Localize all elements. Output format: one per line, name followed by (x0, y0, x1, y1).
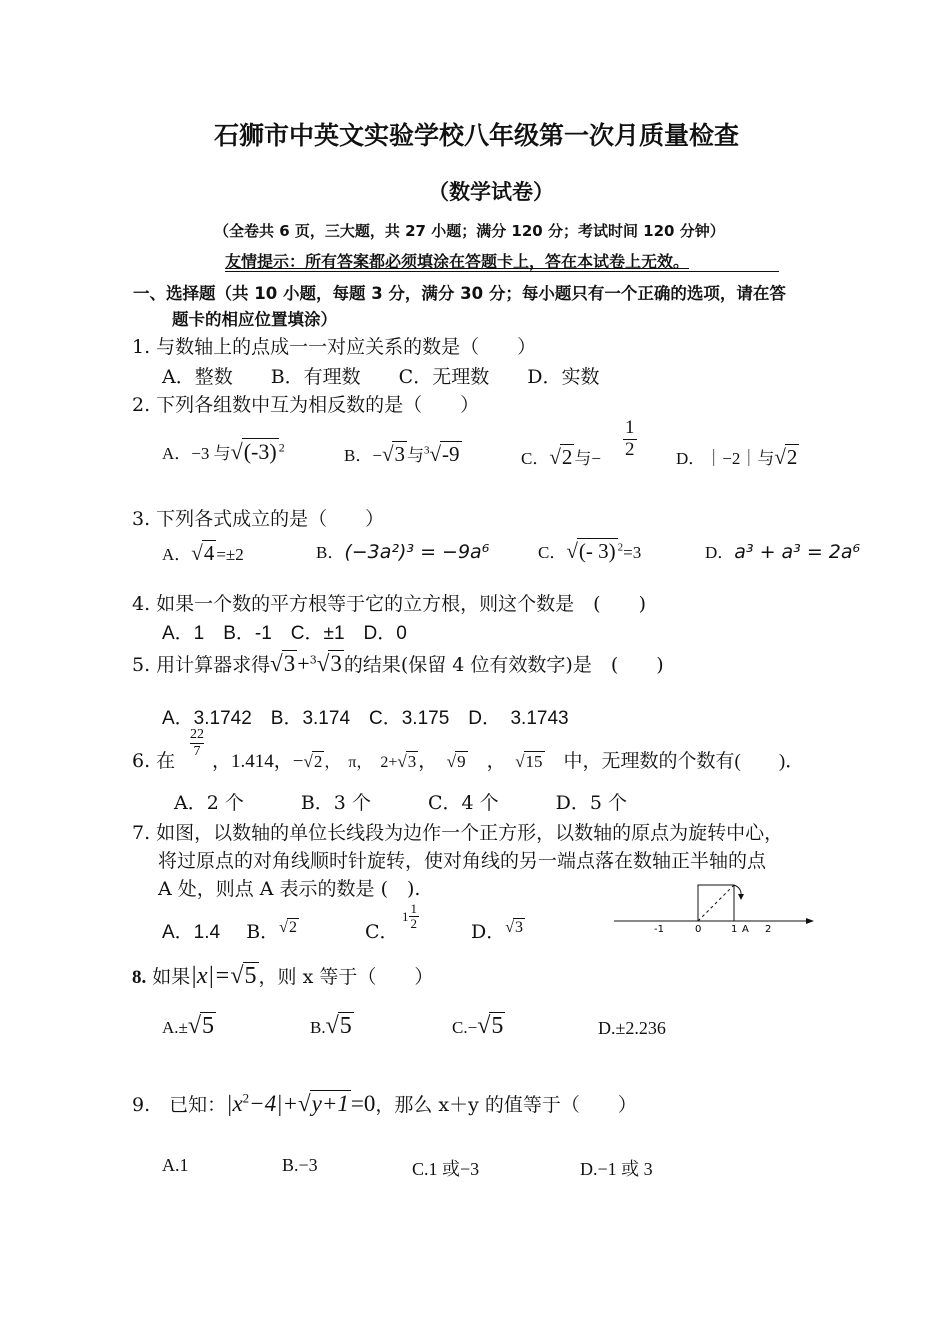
q9-pre: 9. 已知： (132, 1094, 227, 1116)
sqrt-icon: √3 (505, 919, 524, 936)
q8-pre: 8. (132, 967, 147, 988)
question-2-stem: 2. 下列各组数中互为相反数的是（ ） (132, 394, 480, 416)
question-9-option-c: C.1 或−3 (412, 1159, 480, 1179)
question-1-stem: 1. 与数轴上的点成一一对应关系的数是（ ） (132, 336, 537, 358)
q6-fraction-den: 7 (193, 744, 201, 760)
sqrt-icon: √5 (230, 963, 257, 989)
sqrt-icon: √9 (446, 752, 466, 771)
question-8-option-d (598, 1018, 666, 1040)
sqrt-icon: √3 (397, 752, 417, 771)
q6-list3: ， (418, 751, 428, 772)
q7-c-mixed-number (402, 902, 419, 932)
q3-d-label: D． (705, 543, 735, 562)
question-9-option-a: A.1 (162, 1155, 189, 1175)
question-5-stem: 5. 用计算器求得√3+$^3$√3 的结果(保留 4 位有效数字)是 ( ) (132, 651, 664, 676)
q6-post: 中，无理数的个数有( )． (563, 751, 805, 772)
q8-a: A.± (162, 1018, 188, 1037)
page-title: 石狮市中英文实验学校八年级第一次月质量检查 (214, 121, 740, 150)
q3-a-tail: =±2 (216, 545, 244, 564)
q6-list2: ， π， 2+ (324, 754, 398, 771)
rotation-arrow-icon (738, 894, 744, 900)
q2-b-label: B．− (344, 446, 382, 465)
question-3-option-a (162, 540, 244, 566)
q6-pre: 6. 在 (132, 750, 176, 772)
question-7-option-d (471, 917, 525, 944)
cube-root-icon: √3 (316, 651, 342, 676)
sqrt-icon: √y+1 (298, 1091, 349, 1116)
q6-fraction-num: 22 (190, 727, 204, 744)
question-9-option-b: B.−3 (282, 1155, 318, 1175)
q3-b-label: B． (316, 543, 345, 562)
q3-d-expr: a³ + a³ = 2a⁶ (734, 541, 861, 563)
q8-post: ，则 x 等于（ ） (258, 966, 434, 988)
sqrt-icon: √2 (549, 445, 573, 469)
question-8-stem: 8. 如果|x|=√5 ，则 x 等于（ ） (132, 963, 434, 989)
question-3-option-c: C．√(- 3) $^2$=3 (538, 539, 642, 563)
square-diagonal (698, 885, 734, 921)
q2-a-radicand: (-3) (243, 439, 277, 464)
q3-b-expr: (−3a²)³ = −9a⁶ (344, 541, 490, 563)
question-6-list (212, 746, 804, 773)
question-2-option-c (521, 444, 601, 470)
axis-arrow-icon (806, 918, 814, 924)
q2-a-label: A．−3 与 (162, 444, 231, 463)
q2-c-label: C． (521, 449, 550, 468)
q3-c-tail: =3 (623, 543, 642, 562)
q5-stem-post: 的结果(保留 4 位有效数字)是 ( ) (343, 654, 664, 676)
q2-c-fraction: 1 2 (625, 417, 635, 460)
q6-fraction (190, 727, 204, 760)
question-4-stem: 4. 如果一个数的平方根等于它的立方根，则这个数是 ( ) (132, 593, 646, 615)
axis-label-0: 0 (695, 924, 702, 935)
question-2-option-b: B．−√3 与$^3$√-9 (344, 442, 460, 466)
sqrt-icon: √(-3) (230, 439, 277, 464)
question-8-option-c (452, 1012, 505, 1040)
q2-b-radicand: -9 (442, 442, 460, 466)
q2-b-mid: 与 (406, 446, 424, 465)
q8-stem: 如果 (152, 966, 191, 988)
sqrt-icon: √2 (774, 445, 798, 469)
sqrt-icon: √2 (279, 919, 297, 936)
q9-post: ，那么 x＋y 的值等于（ ） (375, 1094, 637, 1116)
q3-a-label: A． (162, 545, 192, 564)
sqrt-icon: √5 (477, 1013, 504, 1039)
axis-label-a: A (742, 924, 749, 935)
q7-d: D． (471, 921, 506, 943)
axis-label-2: 2 (765, 924, 772, 935)
question-2-option-d (676, 444, 799, 470)
q3-c-label: C． (538, 543, 567, 562)
question-9-stem: 9. 已知：$|x^2-4|+√y+1=0$，那么 x＋y 的值等于（ ） (132, 1090, 637, 1116)
section-heading: 一、选择题（共 10 小题，每题 3 分，满分 30 分；每小题只有一个正确的选项，请在答 (133, 284, 786, 303)
q2-d-label: D．｜−2｜与 (676, 449, 775, 468)
question-7-options (162, 917, 299, 944)
exam-info: （全卷共 6 页，三大题，共 27 小题；满分 120 分；考试时间 120 分钟） (214, 222, 725, 240)
axis-label-minus1: -1 (654, 924, 664, 935)
q5-stem-pre: 5. 用计算器求得 (132, 654, 271, 676)
q7-b: B． (246, 921, 280, 943)
sqrt-icon: √(- 3) (566, 539, 616, 563)
question-3-option-d (705, 538, 860, 564)
q8-d: D.±2.236 (598, 1018, 666, 1038)
q7-c-whole: 1 (402, 908, 409, 924)
q7-a: A．1.4 (162, 922, 221, 943)
question-8-option-b (310, 1012, 354, 1040)
question-2-option-a: A．−3 与√(-3) $^2$ (162, 439, 285, 464)
tip-double-underline (225, 271, 779, 272)
section-heading-line2: 题卡的相应位置填涂） (172, 310, 337, 329)
sqrt-icon: √3 (270, 651, 296, 676)
q6-list1: ，1.414，− (212, 751, 304, 772)
question-7-option-c (365, 917, 399, 944)
q7-c: C． (365, 921, 399, 943)
question-3-stem: 3. 下列各式成立的是（ ） (132, 508, 385, 530)
q6-list4: ， (486, 751, 497, 772)
sqrt-icon: √2 (303, 752, 323, 771)
q2-c-mid: 与− (574, 449, 601, 468)
question-3-option-b (316, 538, 489, 564)
friendly-tip: 友情提示：所有答案都必须填涂在答题卡上，答在本试卷上无效。 (225, 252, 690, 271)
cube-root-icon: √-9 (429, 442, 460, 466)
question-7-line1: 7. 如图，以数轴的单位长线段为边作一个正方形，以数轴的原点为旋转中心， (132, 822, 784, 844)
sqrt-icon: √3 (381, 442, 405, 466)
question-6-stem (132, 746, 175, 773)
question-1-options: A．整数 B．有理数 C．无理数 D．实数 (162, 366, 600, 388)
sqrt-icon: √5 (187, 1013, 215, 1039)
question-8-option-a (162, 1012, 216, 1040)
q8-b: B. (310, 1018, 326, 1037)
question-6-options: A．2 个 B．3 个 C．4 个 D．5 个 (174, 792, 627, 814)
question-5-options: A．3.1742 B．3.174 C．3.175 D． 3.1743 (162, 708, 569, 729)
sqrt-icon: √4 (191, 541, 215, 565)
question-4-options: A．1 B．-1 C．±1 D．0 (162, 623, 407, 644)
question-9-option-d: D.−1 或 3 (580, 1159, 653, 1179)
question-7-line3: A 处，则点 A 表示的数是 ( ). (158, 878, 421, 900)
sqrt-icon: √15 (515, 752, 543, 771)
q7-c-num: 1 (410, 901, 417, 916)
q7-c-den: 2 (410, 916, 417, 932)
q8-c: C.− (452, 1018, 478, 1037)
axis-label-1: 1 (731, 924, 738, 935)
number-line-figure (610, 880, 820, 940)
page-subtitle: （数学试卷） (428, 180, 554, 204)
sqrt-icon: √5 (325, 1013, 352, 1039)
question-7-line2: 将过原点的对角线顺时针旋转，使对角线的另一端点落在数轴正半轴的点 (158, 850, 767, 872)
